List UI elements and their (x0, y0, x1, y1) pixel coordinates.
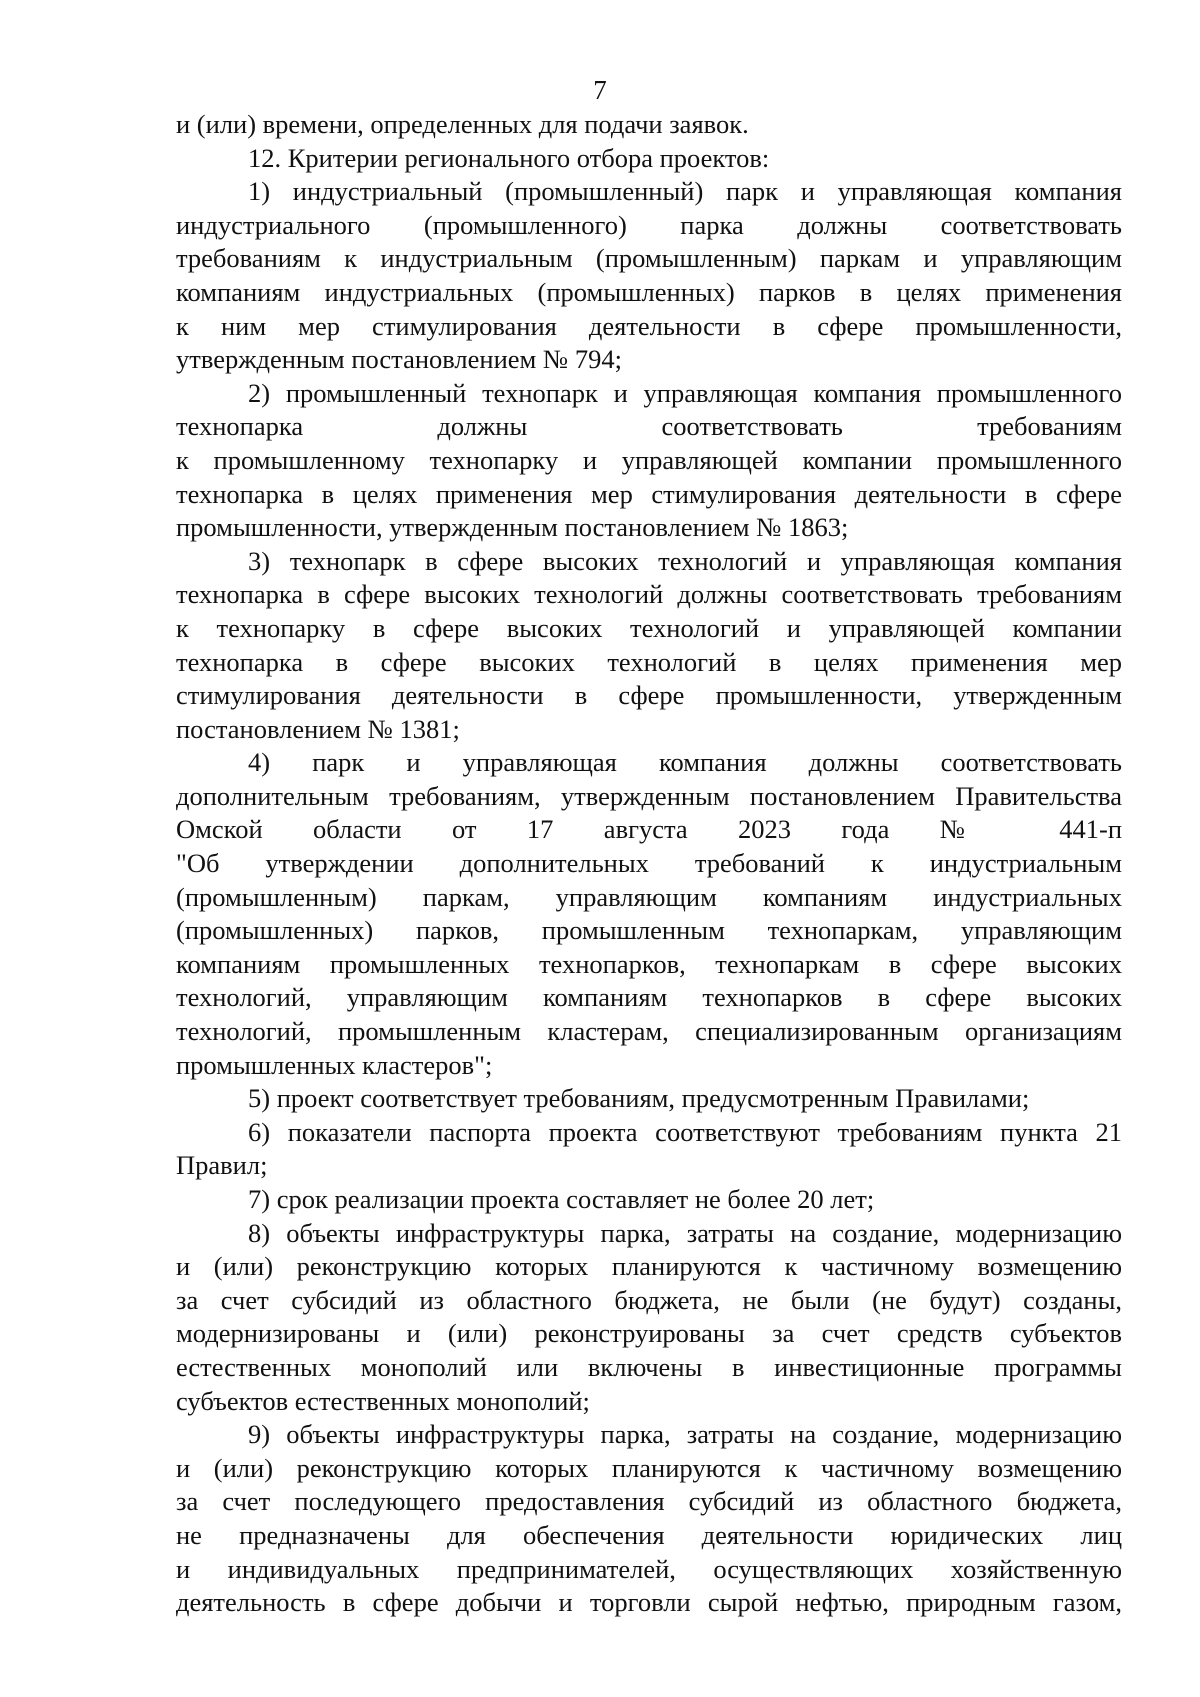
text-line: за счет субсидий из областного бюджета, не были (не будут) созданы, (176, 1284, 1122, 1315)
text-line: "Об утверждении дополнительных требований к индустриальным (176, 848, 1122, 879)
text-line: субъектов естественных монополий; (176, 1385, 590, 1416)
text-line: Правил; (176, 1150, 268, 1181)
text-line: и (или) времени, определенных для подачи заявок. (176, 109, 749, 139)
text-line: постановлением № 1381; (176, 713, 460, 744)
paragraph (176, 1418, 1122, 1620)
text-line: технологий, промышленным кластерам, специализированным организациям (176, 1016, 1122, 1047)
text-line: промышленных кластеров"; (176, 1049, 493, 1080)
text-line: 5) проект соответствует требованиям, предусмотренным Правилами; (248, 1083, 1030, 1114)
text-line: компаниям индустриальных (промышленных) парков в целях применения (176, 276, 1122, 307)
text-line: Омской области от 17 августа 2023 года № 441-п (176, 814, 1122, 845)
text-line: компаниям промышленных технопарков, технопаркам в сфере высоких (176, 948, 1122, 979)
document-body (176, 108, 1122, 1620)
text-line: утвержденным постановлением № 794; (176, 344, 622, 375)
text-line: модернизированы и (или) реконструированы за счет средств субъектов (176, 1318, 1122, 1349)
text-line: деятельность в сфере добычи и торговли сырой нефтью, природным газом, (176, 1587, 1122, 1618)
paragraph (176, 108, 1122, 142)
text-line: технологий, управляющим компаниям технопарков в сфере высоких (176, 982, 1122, 1013)
text-line: 7) срок реализации проекта составляет не более 20 лет; (248, 1184, 875, 1214)
text-line: технопарка в целях применения мер стимулирования деятельности в сфере (176, 478, 1122, 509)
text-line: 4) парк и управляющая компания должны соответствовать (248, 747, 1122, 778)
paragraph (176, 545, 1122, 747)
text-line: к промышленному технопарку и управляющей компании промышленного (176, 444, 1122, 475)
text-line: дополнительным требованиям, утвержденным постановлением Правительства (176, 780, 1122, 811)
text-line: 9) объекты инфраструктуры парка, затраты на создание, модернизацию (248, 1419, 1122, 1450)
page-number: 7 (593, 75, 607, 105)
text-line: требованиям к индустриальным (промышленным) паркам и управляющим (176, 243, 1122, 274)
text-line: промышленности, утвержденным постановлением № 1863; (176, 512, 849, 543)
paragraph (176, 142, 1122, 176)
paragraph (176, 1082, 1122, 1116)
text-line: и (или) реконструкцию которых планируются к частичному возмещению (176, 1251, 1122, 1282)
text-line: технопарка должны соответствовать требованиям (176, 411, 1122, 442)
text-line: 1) индустриальный (промышленный) парк и управляющая компания (248, 176, 1122, 207)
text-line: 6) показатели паспорта проекта соответствуют требованиям пункта 21 (248, 1116, 1122, 1147)
paragraph (176, 1116, 1122, 1183)
paragraph (176, 1217, 1122, 1419)
text-line: 12. Критерии регионального отбора проектов: (248, 142, 770, 173)
text-line: (промышленных) парков, промышленным технопаркам, управляющим (176, 915, 1122, 946)
text-line: стимулирования деятельности в сфере промышленности, утвержденным (176, 680, 1122, 711)
text-line: и (или) реконструкцию которых планируются к частичному возмещению (176, 1452, 1122, 1483)
text-line: естественных монополий или включены в инвестиционные программы (176, 1351, 1122, 1382)
text-line: 2) промышленный технопарк и управляющая компания промышленного (248, 377, 1122, 408)
text-line: технопарка в сфере высоких технологий в целях применения мер (176, 646, 1122, 677)
text-line: технопарка в сфере высоких технологий должны соответствовать требованиям (176, 579, 1122, 610)
text-line: (промышленным) паркам, управляющим компаниям индустриальных (176, 881, 1122, 912)
text-line: к технопарку в сфере высоких технологий и управляющей компании (176, 612, 1122, 643)
text-line: за счет последующего предоставления субсидий из областного бюджета, (176, 1486, 1122, 1517)
text-line: 8) объекты инфраструктуры парка, затраты на создание, модернизацию (248, 1217, 1122, 1248)
text-line: 3) технопарк в сфере высоких технологий и управляющая компания (248, 545, 1122, 576)
text-line: индустриального (промышленного) парка должны соответствовать (176, 209, 1122, 240)
text-line: не предназначены для обеспечения деятельности юридических лиц (176, 1519, 1122, 1550)
paragraph (176, 175, 1122, 377)
paragraph (176, 746, 1122, 1082)
paragraph (176, 377, 1122, 545)
text-line: к ним мер стимулирования деятельности в сфере промышленности, (176, 310, 1122, 341)
paragraph (176, 1183, 1122, 1217)
text-line: и индивидуальных предпринимателей, осуществляющих хозяйственную (176, 1553, 1122, 1584)
